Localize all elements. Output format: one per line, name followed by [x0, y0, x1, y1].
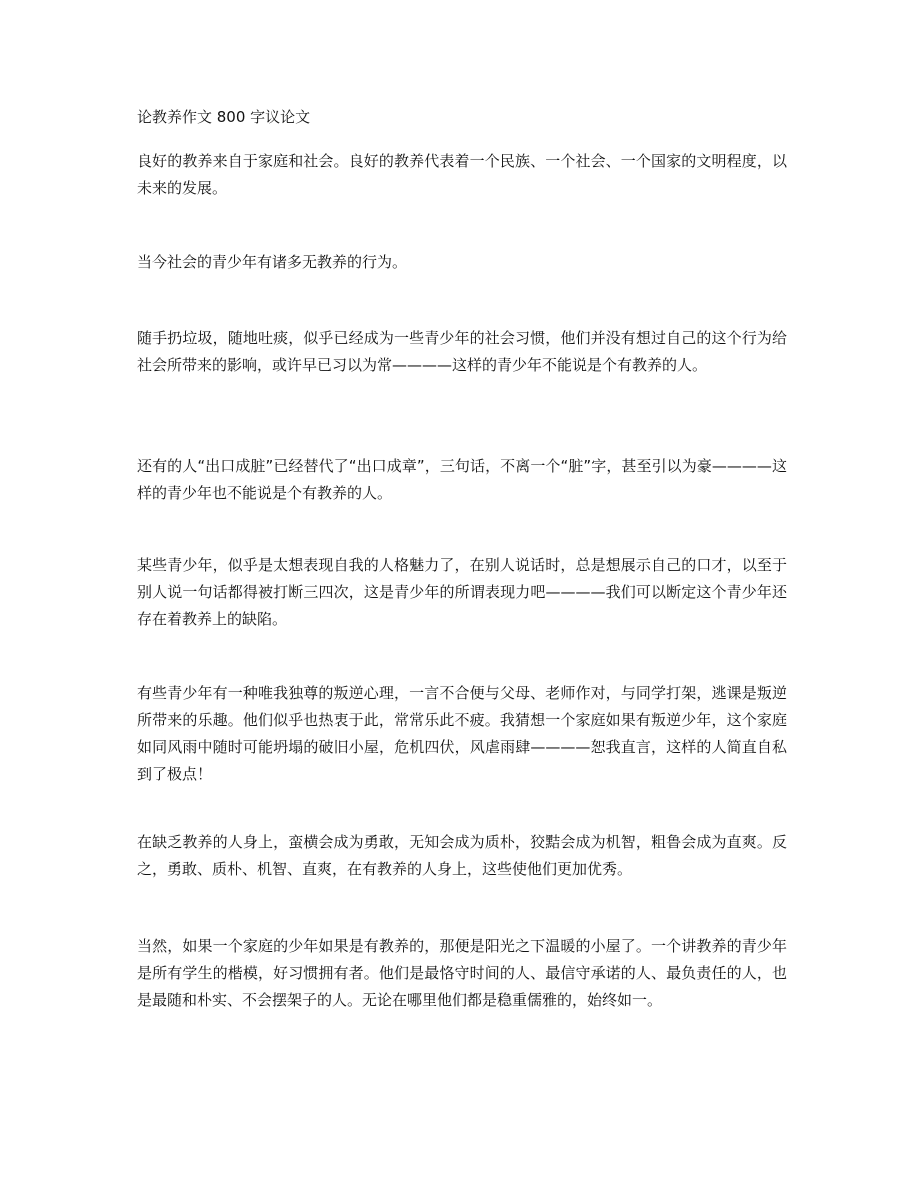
paragraph-3: 随手扔垃圾，随地吐痰，似乎已经成为一些青少年的社会习惯，他们并没有想过自己的这个行为给社会所带来的影响，或许早已习以为常————这样的青少年不能说是个有教养的人。 [137, 329, 787, 374]
paragraph-2: 当今社会的青少年有诸多无教养的行为。 [137, 253, 408, 271]
paragraph-8: 当然，如果一个家庭的少年如果是有教养的，那便是阳光之下温暖的小屋了。一个讲教养的青少年是所有学生的楷模，好习惯拥有者。他们是最恪守时间的人、最信守承诺的人、最负责任的人，也是最随和朴实、不会摆架子的人。无论在哪里他们都是稳重儒雅的，始终如一。 [137, 937, 787, 1009]
paragraph-7: 在缺乏教养的人身上，蛮横会成为勇敢，无知会成为质朴，狡黠会成为机智，粗鲁会成为直爽。反之，勇敢、质朴、机智、直爽，在有教养的人身上，这些使他们更加优秀。 [137, 833, 787, 878]
document-title: 论教养作文 800 字议论文 [137, 108, 311, 126]
paragraph-4: 还有的人“出口成脏”已经替代了“出口成章”，三句话，不离一个“脏”字，甚至引以为豪————这样的青少年也不能说是个有教养的人。 [137, 457, 787, 502]
paragraph-5: 某些青少年，似乎是太想表现自我的人格魅力了，在别人说话时，总是想展示自己的口才，以至于别人说一句话都得被打断三四次，这是青少年的所谓表现力吧————我们可以断定这个青少年还存在着教养上的缺陷。 [137, 556, 787, 628]
paragraph-6: 有些青少年有一种唯我独尊的叛逆心理，一言不合便与父母、老师作对，与同学打架，逃课是叛逆所带来的乐趣。他们似乎也热衷于此，常常乐此不疲。我猜想一个家庭如果有叛逆少年，这个家庭如同风雨中随时可能坍塌的破旧小屋，危机四伏，风虐雨肆————恕我直言，这样的人简直自私到了极点！ [137, 684, 787, 783]
paragraph-1: 良好的教养来自于家庭和社会。良好的教养代表着一个民族、一个社会、一个国家的文明程度，以未来的发展。 [137, 152, 787, 197]
